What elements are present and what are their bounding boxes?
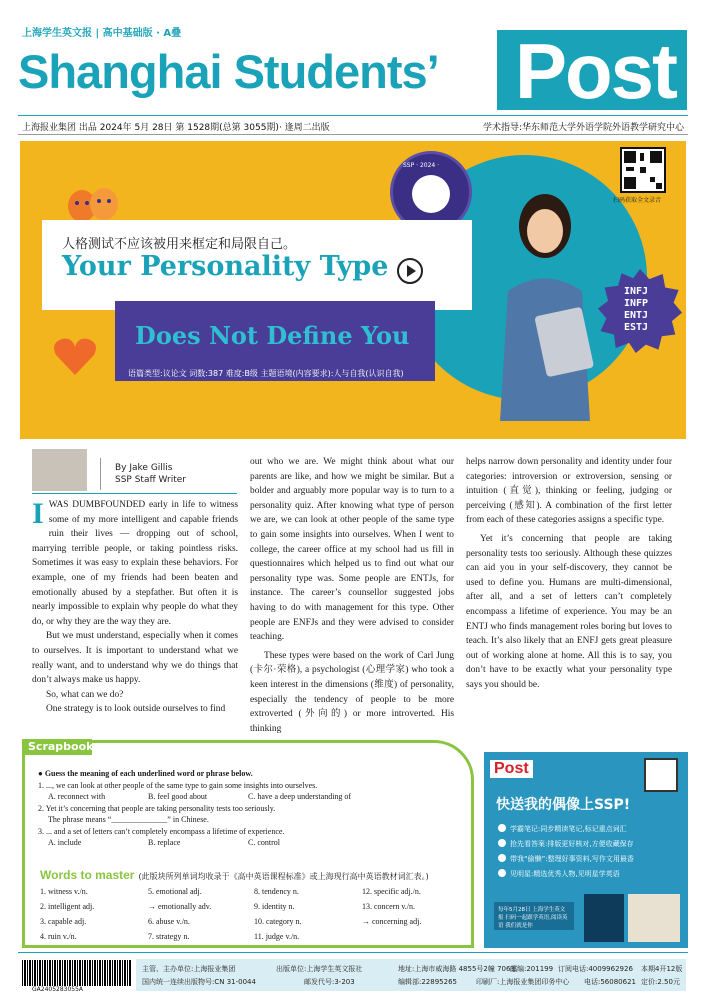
scrapbook-tab: Scrapbook [22, 739, 92, 755]
feature-banner [20, 141, 686, 439]
vocab-column [148, 884, 211, 944]
heart-icon [50, 331, 100, 381]
ad-benefit: 见明星:精选优秀人物,见明星学英语 [498, 867, 634, 882]
vocab-item: 5. emotional adj. [148, 887, 202, 896]
pub-info: 主管、主办单位:上海报业集团 [142, 965, 236, 973]
exercise-instruction: ● Guess the meaning of each underlined word or phrase below. [38, 769, 253, 778]
author-name: By Jake Gillis [115, 463, 173, 473]
paragraph: helps narrow down personality and identity under four categories: introversion or extroversion, sensing or intuition (直觉), thinking or feeling, judging or perceiving (感知). A combination of the first letter from each of these categories assigns a specific type. [466, 457, 672, 526]
paragraph: But we must understand, especially when it comes to ourselves. It is important to understand what we really want, and to understand why we do things that don’t always make us happy. [32, 631, 238, 686]
headline-line-1: Your Personality Type [62, 251, 389, 282]
vocab-item: 11. judge v./n. [254, 932, 300, 941]
ad-page-image [628, 894, 680, 942]
question-2: 2. Yet it’s concerning that people are taking personality tests too seriously. [38, 803, 276, 813]
vocab-item: 2. intelligent adj. [40, 902, 95, 911]
paragraph: Yet it’s concerning that people are taking personality tests too seriously. Although these quizzes can aid you in your self-discovery, they cannot be used to define you. Humans are multi-dimensional, after all, and a set of letters can’t completely encompass a lifetime of experience. You may be an ENTJ who finds management roles boring but loves to teach. It’s also likely that an ENFJ gets great pleasure out of working alone at home. All this is to say, you don’t have to be exactly what your personality type says you should be. [466, 533, 672, 690]
mbti-type: INFJ [624, 286, 649, 297]
ad-note: 每年5月28日 上海学生英文报 扫码一起跟学英语,阅读英语 我们就是你 [494, 902, 574, 930]
option: B. replace [148, 838, 181, 847]
mbti-types [624, 286, 648, 334]
author-role: SSP Staff Writer [115, 475, 186, 485]
pub-info: 邮编:201199 [510, 965, 554, 973]
issue-info: 上海报业集团 出品 2024年 5月 28日 第 1528期(总第 3055期)· 逢周二出版 [22, 123, 330, 133]
option: A. include [48, 838, 82, 847]
pub-info: 印刷厂:上海报业集团印务中心 [476, 978, 570, 986]
vocab-item: 13. concern v./n. [362, 902, 416, 911]
masthead-rule [18, 115, 688, 116]
vocab-item: 10. category n. [254, 917, 302, 926]
question-3-options [38, 837, 468, 849]
vocab-item: 8. tendency n. [254, 887, 299, 896]
pub-info: 邮发代号:3-203 [304, 978, 355, 986]
ad-logo: Post [490, 760, 533, 778]
check-icon [498, 869, 506, 877]
mbti-type: INFP [624, 298, 649, 309]
pub-info: 订阅电话:4009962926 [558, 965, 633, 973]
vocab-item: 3. capable adj. [40, 917, 87, 926]
badge-text: SSP · 2024 · [403, 162, 440, 169]
check-icon [498, 854, 506, 862]
vocab-column [40, 884, 94, 944]
qr-code-icon[interactable] [620, 147, 666, 193]
edition-label: 上海学生英文报 | 高中基础版 · A叠 [22, 28, 182, 39]
check-icon [498, 824, 506, 832]
question-1: 1. ..., we can look at other people of the same type to gain some insights into ourselves. [38, 780, 318, 790]
pub-info: 定价:2.50元 [641, 978, 680, 986]
barcode [22, 960, 132, 986]
pub-info: 电话:56080621 [584, 978, 636, 986]
option: A. reconnect with [48, 792, 106, 801]
vocab-column [254, 884, 302, 944]
byline [115, 462, 186, 486]
brain-icon [412, 175, 450, 213]
article-info: 语篇类型:议论文 词数:387 难度:B级 主题语境(内容要求):人与自我(认识自我) [128, 369, 404, 378]
ad-title: 快送我的偶像上SSP! [496, 797, 631, 813]
words-to-master-title: Words to master [40, 868, 135, 882]
paragraph: So, what can we do? [46, 689, 124, 700]
vocab-item: 4. ruin v./n. [40, 932, 77, 941]
paragraph: One strategy is to look outside ourselves to find [46, 704, 226, 715]
ad-cover-image [584, 894, 624, 942]
masthead-rule-lower [18, 134, 688, 135]
article-column-3 [466, 455, 672, 693]
pub-info: 出版单位:上海学生英文报社 [276, 965, 363, 973]
vocab-item: → concerning adj. [362, 917, 422, 926]
paragraph: out who we are. We might think about what our parents are like, and how we might be similar. But a bolder and arguably more popular way is to turn to a personality quiz. After knowing what type of person we are, we can look at other people of the same type to gain some insights into ourselves. When I went to college, the career office at my school had us fill in questionnaires which helped us to find out what our personality type was. Some people are ENTJs, for instance. The career’s counsellor suggested jobs having to do with management for this type. Other people are ENFJs and they were advised to consider teaching. [250, 457, 454, 643]
article-column-1 [32, 498, 238, 717]
vocab-column [362, 884, 421, 929]
vocab-item: 9. identity n. [254, 902, 295, 911]
question-3: 3. ... and a set of letters can’t completely encompass a lifetime of experience. [38, 826, 285, 836]
question-1-options [38, 791, 468, 803]
vocab-item: 6. abuse v./n. [148, 917, 190, 926]
pub-info: 本期4开12版 [641, 965, 683, 973]
question-2-blank: The phrase means “______________” in Chinese. [48, 815, 209, 824]
pub-info: 编辑部:22895265 [398, 978, 457, 986]
post-logo-text: Post [515, 27, 677, 115]
masthead-brand: Shanghai Students’ [18, 45, 439, 98]
academic-guidance: 学术指导:华东师范大学外语学院外语教学研究中心 [482, 123, 684, 133]
byline-rule [32, 493, 237, 494]
ad-benefit: 带我“偷懒”:整理好事资料,写作文用最香 [498, 852, 634, 867]
paragraph: These types were based on the work of Carl Jung (卡尔·荣格), a psychologist (心理学家) who took a keen interest in the dimensions (维度) of personality, especially the tendency of people to be more extroverted (外向的) or more introverted. His thinking [250, 650, 454, 734]
qr-label: 扫码获取全文录音 [613, 197, 662, 204]
article-column-2 [250, 455, 454, 736]
vocab-item: 1. witness v./n. [40, 887, 88, 896]
promo-ad[interactable] [484, 752, 688, 948]
byline-divider [100, 458, 101, 490]
option: C. control [248, 838, 280, 847]
scrapbook-exercise [38, 768, 468, 849]
vocab-item: 7. strategy n. [148, 932, 190, 941]
student-photo [490, 181, 600, 421]
ad-benefits-list [498, 822, 634, 882]
vocab-item: 12. specific adj./n. [362, 887, 421, 896]
option: B. feel good about [148, 792, 208, 801]
words-to-master-note: (此版块所列单词均收录于《高中英语课程标准》或上海现行高中英语教材词汇表。) [138, 872, 429, 881]
author-photo [32, 449, 87, 491]
paragraph: WAS DUMBFOUNDED early in life to witness some of my more intelligent and capable friends ruin their lives — dropping out of school, marrying terrible people, or taking pointless risks. Sometimes it was easy to explain these behaviors. For example, one of my friends had been beaten and emotionally abused by a stepfather. But often it is nearly impossible to explain why people do what they do, or why they are the way they are. [32, 500, 238, 627]
pub-info: 地址:上海市威海路 4855号2幢 706室 [398, 965, 518, 973]
publication-info [136, 959, 686, 991]
chinese-subtitle: 人格测试不应该被用来框定和局限自己。 [62, 237, 297, 252]
headline-line-2: Does Not Define You [135, 321, 410, 350]
play-icon [407, 265, 416, 277]
ad-qr-code-icon[interactable] [644, 758, 678, 792]
drop-cap: I [32, 497, 44, 530]
ad-benefit: 学霸笔记:同步精读笔记,标记重点词汇 [498, 822, 634, 837]
barcode-number: GA2405283055A [32, 986, 84, 993]
vocab-item: → emotionally adv. [148, 902, 212, 911]
check-icon [498, 839, 506, 847]
words-to-master [40, 866, 470, 941]
footer-rule [18, 952, 688, 953]
pub-info: 国内统一连续出版物号:CN 31-0044 [142, 978, 256, 986]
ad-benefit: 抢先看答案:排版更好核对,方便收藏保存 [498, 837, 634, 852]
mbti-type: ENTJ [624, 310, 649, 321]
option: C. have a deep understanding of [248, 792, 352, 801]
mbti-type: ESTJ [624, 322, 649, 333]
